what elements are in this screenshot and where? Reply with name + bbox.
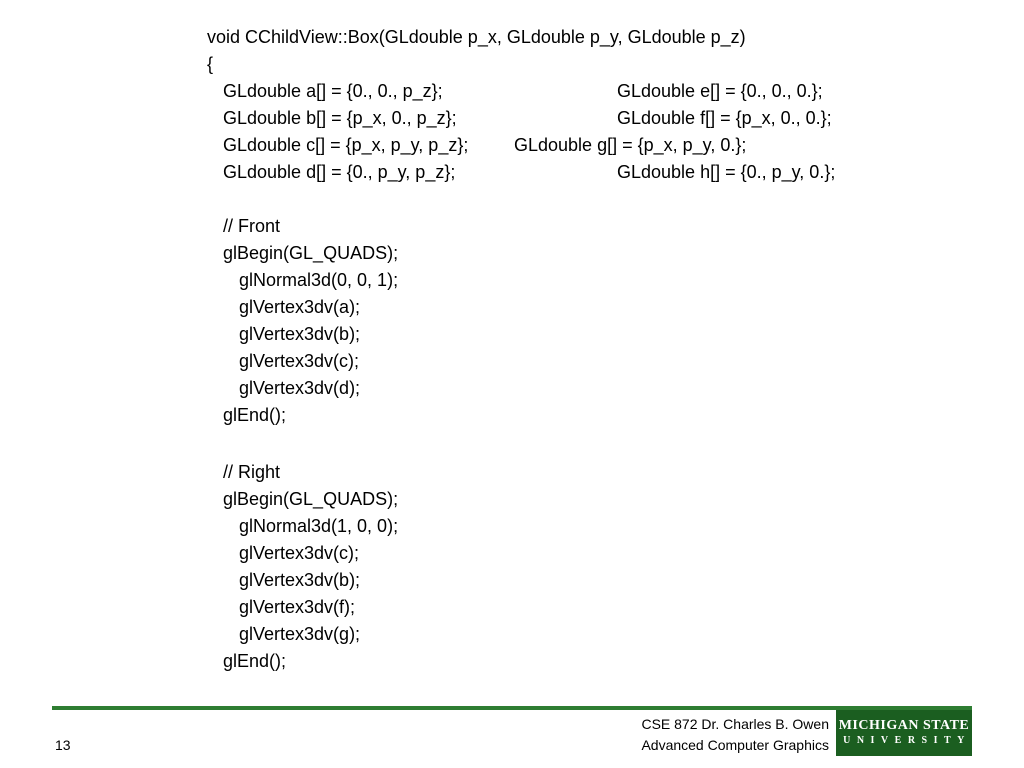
- code-line-vertex-a: glVertex3dv(a);: [239, 297, 361, 317]
- code-line-comment-right: // Right: [223, 462, 281, 482]
- code-line-vertex-c-right: glVertex3dv(c);: [239, 543, 360, 563]
- code-line-normal-right: glNormal3d(1, 0, 0);: [239, 516, 399, 536]
- msu-logo-line1: MICHIGAN STATE: [838, 718, 970, 733]
- code-line-vertex-b: glVertex3dv(b);: [239, 324, 361, 344]
- code-line-decl-f: GLdouble f[] = {p_x, 0., 0.};: [617, 108, 832, 128]
- code-line-end-front: glEnd();: [223, 405, 287, 425]
- code-line-vertex-f: glVertex3dv(f);: [239, 597, 356, 617]
- footer-course: CSE 872 Dr. Charles B. Owen: [641, 716, 829, 732]
- code-line-decl-d: GLdouble d[] = {0., p_y, p_z};: [223, 162, 456, 182]
- footer-subtitle: Advanced Computer Graphics: [641, 737, 829, 753]
- code-line-decl-c: GLdouble c[] = {p_x, p_y, p_z};: [223, 135, 469, 155]
- page-number: 13: [55, 737, 71, 753]
- msu-logo: [836, 710, 972, 756]
- code-line-begin-front: glBegin(GL_QUADS);: [223, 243, 399, 263]
- code-line-end-right: glEnd();: [223, 651, 287, 671]
- code-line-comment-front: // Front: [223, 216, 281, 236]
- code-line-decl-e: GLdouble e[] = {0., 0., 0.};: [617, 81, 823, 101]
- footer-credit: [641, 714, 829, 756]
- code-line-decl-b: GLdouble b[] = {p_x, 0., p_z};: [223, 108, 457, 128]
- code-line-open-brace: {: [207, 54, 214, 74]
- code-line-vertex-d: glVertex3dv(d);: [239, 378, 361, 398]
- code-line-decl-a: GLdouble a[] = {0., 0., p_z};: [223, 81, 443, 101]
- code-line-begin-right: glBegin(GL_QUADS);: [223, 489, 399, 509]
- code-line-signature: void CChildView::Box(GLdouble p_x, GLdouble p_y, GLdouble p_z): [207, 27, 746, 47]
- code-line-normal-front: glNormal3d(0, 0, 1);: [239, 270, 399, 290]
- code-line-vertex-c: glVertex3dv(c);: [239, 351, 360, 371]
- code-line-decl-g: GLdouble g[] = {p_x, p_y, 0.};: [514, 135, 747, 155]
- msu-logo-line2: UNIVERSITY: [843, 735, 971, 746]
- code-line-decl-h: GLdouble h[] = {0., p_y, 0.};: [617, 162, 836, 182]
- code-line-vertex-g: glVertex3dv(g);: [239, 624, 361, 644]
- code-line-vertex-b-right: glVertex3dv(b);: [239, 570, 361, 590]
- footer-divider: [52, 706, 972, 710]
